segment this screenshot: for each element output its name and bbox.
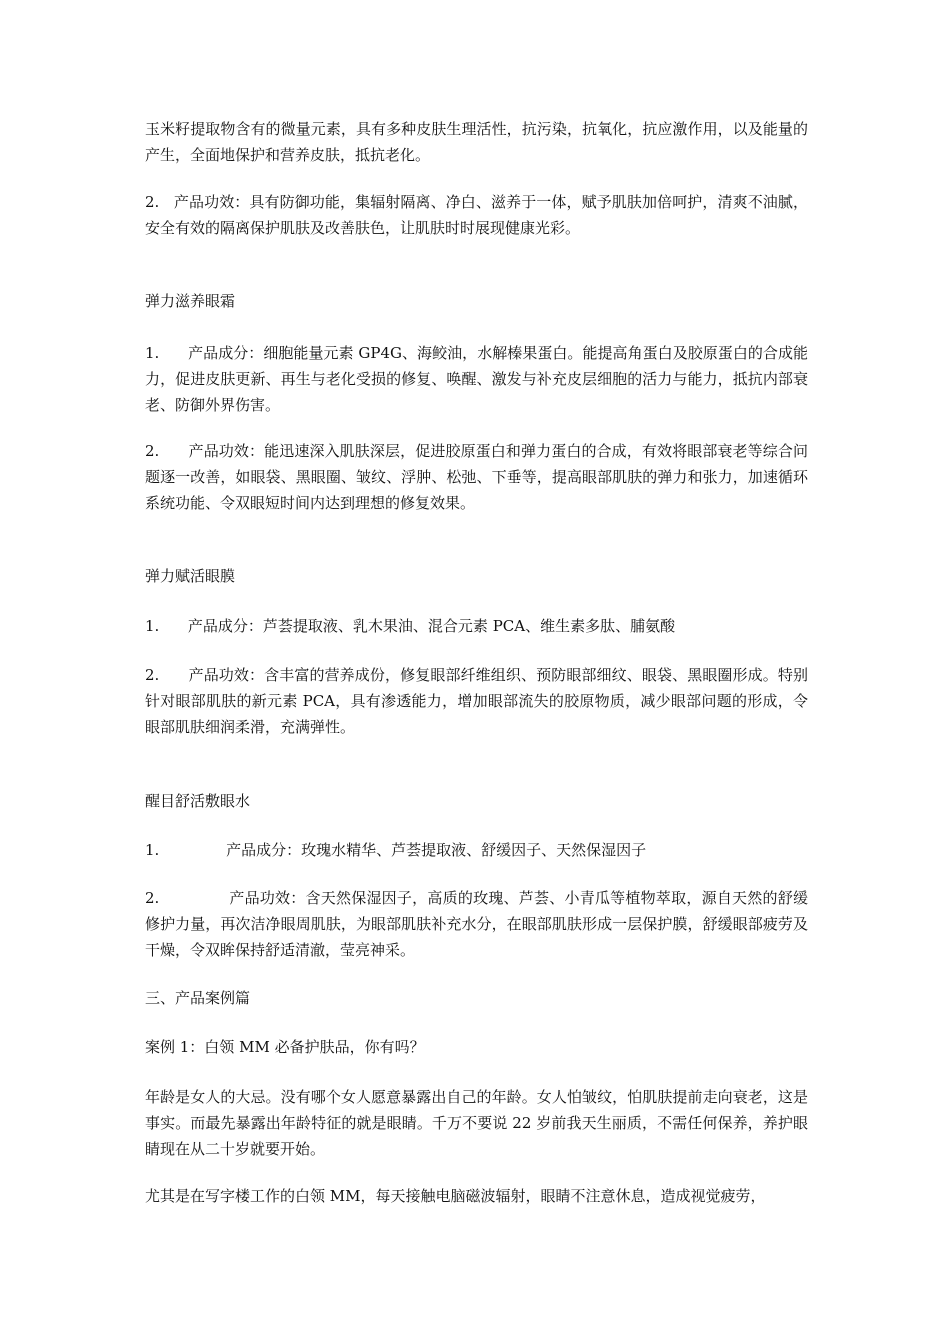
paragraph-eye-water-ingredients: 1. 产品成分：玫瑰水精华、芦荟提取液、舒缓因子、天然保湿因子 <box>145 841 647 859</box>
paragraph-eye-cream-ingredients: 1. 产品成分：细胞能量元素 GP4G、海鲛油，水解榛果蛋白。能提高角蛋白及胶原蛋白的合成能力，促进皮肤更新、再生与老化受损的修复、唤醒、激发与补充皮层细胞的活力与能力，抵抗内部衰老、防御外界伤害。 <box>145 344 808 414</box>
paragraph-office-workers: 尤其是在写字楼工作的白领 MM，每天接触电脑磁波辐射，眼睛不注意休息，造成视觉疲劳， <box>145 1187 766 1205</box>
paragraph-age-taboo: 年龄是女人的大忌。没有哪个女人愿意暴露出自己的年龄。女人怕皱纹，怕肌肤提前走向衰老，这是事实。而最先暴露出年龄特征的就是眼睛。千万不要说 22 岁前我天生丽质，不需任何保养，养护眼睛现在从二十岁就要开始。 <box>145 1088 808 1158</box>
paragraph-eye-cream-effect: 2. 产品功效：能迅速深入肌肤深层，促进胶原蛋白和弹力蛋白的合成，有效将眼部衰老等综合问题逐一改善，如眼袋、黑眼圈、皱纹、浮肿、松弛、下垂等，提高眼部肌肤的弹力和张力，加速循环系统功能、令双眼短时间内达到理想的修复效果。 <box>145 442 808 512</box>
heading-eye-cream: 弹力滋养眼霜 <box>145 292 236 310</box>
heading-product-cases: 三、产品案例篇 <box>145 989 251 1007</box>
heading-case-1: 案例 1：白领 MM 必备护肤品，你有吗？ <box>145 1038 425 1056</box>
paragraph-eye-water-effect: 2. 产品功效：含天然保湿因子，高质的玫瑰、芦荟、小青瓜等植物萃取，源自天然的舒缓修护力量，再次洁净眼周肌肤，为眼部肌肤补充水分，在眼部肌肤形成一层保护膜，舒缓眼部疲劳及干燥，令双眸保持舒适清澈，莹亮神采。 <box>145 889 808 959</box>
paragraph-protection-effect: 2. 产品功效：具有防御功能，集辐射隔离、净白、滋养于一体，赋予肌肤加倍呵护，清爽不油腻，安全有效的隔离保护肌肤及改善肤色，让肌肤时时展现健康光彩。 <box>145 193 808 237</box>
paragraph-eye-mask-effect: 2. 产品功效：含丰富的营养成份，修复眼部纤维组织、预防眼部细纹、眼袋、黑眼圈形成。特别针对眼部肌肤的新元素 PCA，具有渗透能力，增加眼部流失的胶原物质，减少眼部问题的形成，令眼部肌肤细润柔滑，充满弹性。 <box>145 666 808 736</box>
heading-eye-mask: 弹力赋活眼膜 <box>145 567 236 585</box>
paragraph-eye-mask-ingredients: 1. 产品成分：芦荟提取液、乳木果油、混合元素 PCA、维生素多肽、脯氨酸 <box>145 617 676 635</box>
heading-eye-water: 醒目舒活敷眼水 <box>145 792 251 810</box>
paragraph-corn-extract: 玉米籽提取物含有的微量元素，具有多种皮肤生理活性，抗污染，抗氧化，抗应激作用，以及能量的产生，全面地保护和营养皮肤，抵抗老化。 <box>145 120 808 164</box>
